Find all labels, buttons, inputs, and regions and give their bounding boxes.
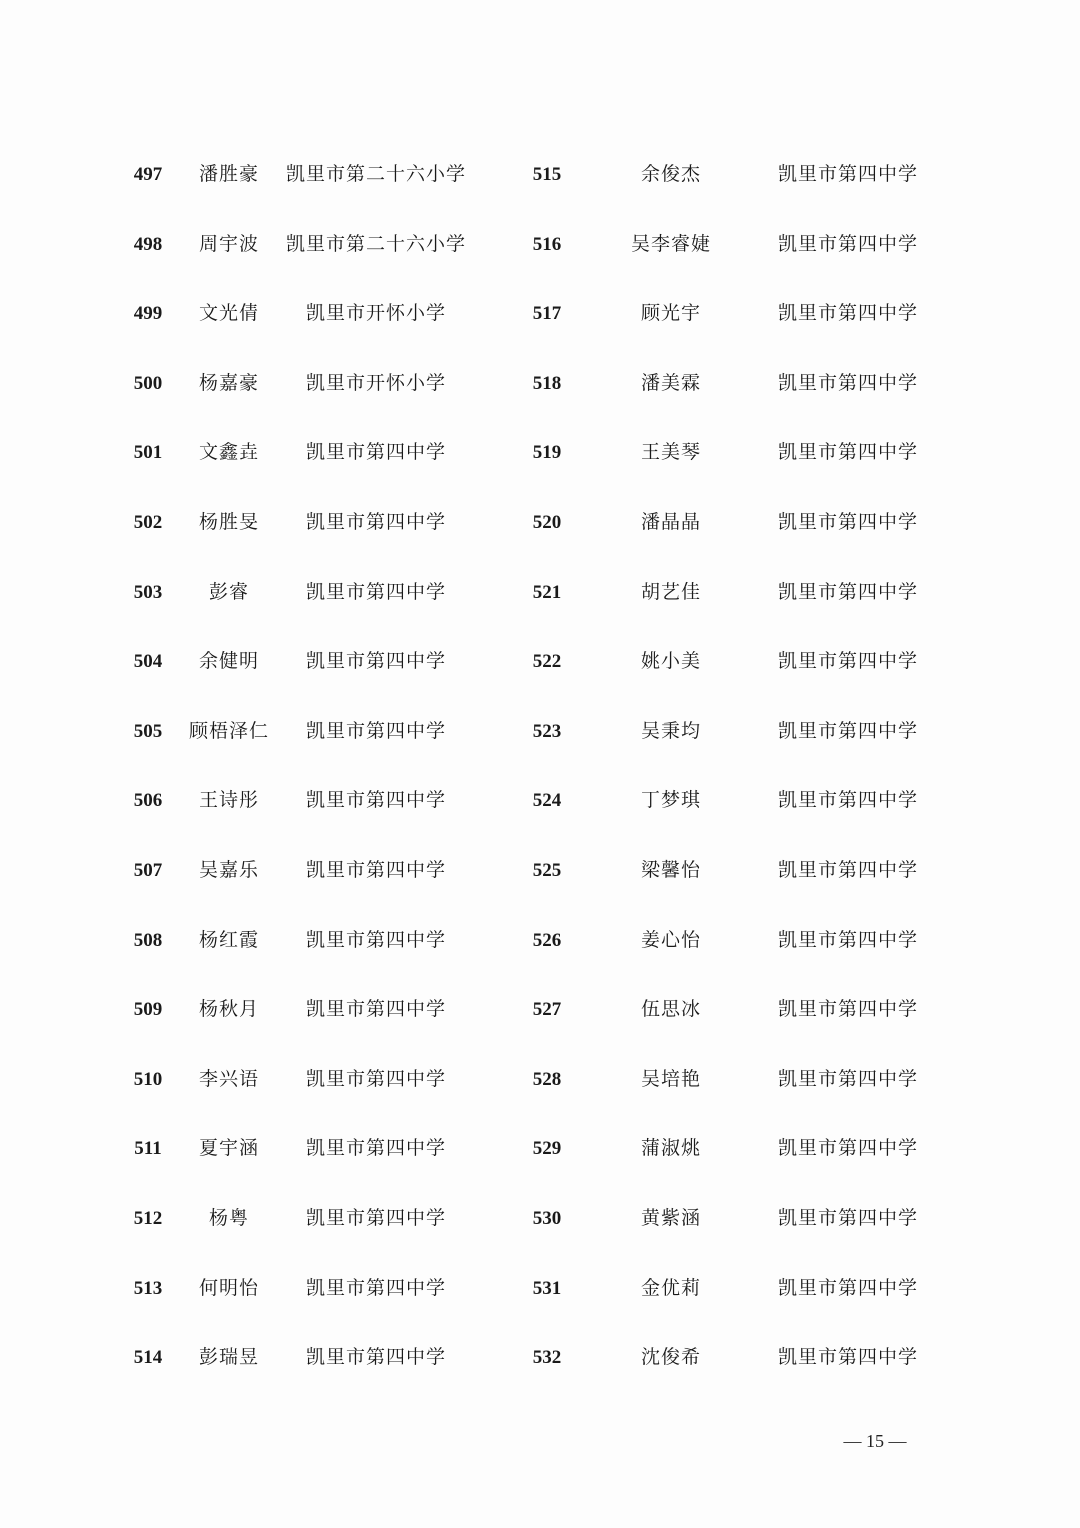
left-entry-school: 凯里市开怀小学: [305, 371, 446, 394]
left-entry-name: 周宇波: [198, 232, 259, 255]
right-entry-name: 余俊杰: [640, 163, 701, 185]
right-entry-school: 凯里市第四中学: [777, 650, 918, 673]
right-entry-name: 潘美霖: [640, 371, 701, 394]
right-entry-number: 517: [532, 303, 562, 325]
left-entry-name: 李兴语: [198, 1067, 259, 1090]
left-entry-number: 507: [133, 859, 163, 881]
right-entry-school: 凯里市第四中学: [777, 371, 918, 394]
left-entry-school: 凯里市第四中学: [305, 858, 446, 881]
table-row: [0, 766, 1080, 836]
page-number: — 15 —: [843, 1431, 907, 1451]
left-entry-school: 凯里市第四中学: [305, 1067, 446, 1090]
table-row: [0, 210, 1080, 280]
left-entry-number: 499: [133, 303, 163, 325]
left-entry-name: 杨胜旻: [198, 510, 259, 533]
left-entry-number: 505: [133, 720, 163, 742]
left-entry-number: 497: [133, 164, 163, 185]
left-entry-number: 501: [133, 442, 163, 464]
left-entry-school: 凯里市第四中学: [305, 719, 446, 742]
right-entry-number: 523: [532, 720, 562, 742]
award-roster-table: [0, 140, 1080, 1393]
right-entry-number: 521: [532, 581, 562, 603]
table-row: [0, 1184, 1080, 1254]
right-entry-name: 沈俊希: [640, 1346, 701, 1369]
right-entry-name: 吴李睿婕: [630, 232, 711, 255]
right-entry-school: 凯里市第四中学: [777, 719, 918, 742]
left-entry-number: 514: [133, 1347, 163, 1369]
right-entry-school: 凯里市第四中学: [777, 580, 918, 603]
right-entry-school: 凯里市第四中学: [777, 998, 918, 1021]
table-row: [0, 1114, 1080, 1184]
left-entry-name: 顾梧泽仁: [188, 719, 269, 742]
right-entry-number: 524: [532, 790, 562, 812]
right-entry-school: 凯里市第四中学: [777, 1346, 918, 1369]
left-entry-number: 509: [133, 999, 163, 1021]
right-entry-number: 515: [532, 164, 562, 185]
right-entry-name: 吴秉均: [640, 719, 701, 742]
left-entry-number: 500: [133, 372, 163, 394]
left-entry-number: 512: [133, 1207, 163, 1229]
right-entry-number: 519: [532, 442, 562, 464]
right-entry-school: 凯里市第四中学: [777, 1206, 918, 1229]
table-row: [0, 279, 1080, 349]
left-entry-number: 506: [133, 790, 163, 812]
right-entry-number: 528: [532, 1068, 562, 1090]
table-row: [0, 975, 1080, 1045]
table-row: [0, 558, 1080, 628]
left-entry-school: 凯里市第四中学: [305, 1206, 446, 1229]
right-entry-name: 蒲淑烑: [640, 1137, 701, 1160]
right-entry-name: 丁梦琪: [640, 789, 701, 812]
table-row: [0, 697, 1080, 767]
left-entry-number: 513: [133, 1277, 163, 1299]
table-row: [0, 836, 1080, 906]
table-row: [0, 488, 1080, 558]
right-entry-name: 潘晶晶: [640, 510, 701, 533]
table-row: [0, 1254, 1080, 1324]
left-entry-school: 凯里市开怀小学: [305, 302, 446, 325]
right-entry-name: 伍思冰: [640, 998, 701, 1021]
left-entry-name: 吴嘉乐: [198, 858, 259, 881]
right-entry-number: 520: [532, 511, 562, 533]
right-entry-name: 金优莉: [640, 1276, 701, 1299]
right-entry-number: 522: [532, 651, 562, 673]
table-row: [0, 906, 1080, 976]
right-entry-name: 姚小美: [640, 650, 701, 673]
left-entry-name: 杨秋月: [198, 998, 259, 1021]
left-entry-name: 何明怡: [198, 1276, 259, 1299]
left-entry-school: 凯里市第四中学: [305, 1137, 446, 1160]
right-entry-school: 凯里市第四中学: [777, 858, 918, 881]
left-entry-school: 凯里市第二十六小学: [285, 163, 466, 185]
left-entry-school: 凯里市第四中学: [305, 441, 446, 464]
right-entry-school: 凯里市第四中学: [777, 163, 918, 185]
left-entry-name: 潘胜豪: [198, 163, 259, 185]
left-entry-school: 凯里市第四中学: [305, 510, 446, 533]
left-entry-school: 凯里市第四中学: [305, 580, 446, 603]
right-entry-number: 518: [532, 372, 562, 394]
right-entry-school: 凯里市第四中学: [777, 789, 918, 812]
table-row: [0, 1045, 1080, 1115]
left-entry-name: 夏宇涵: [198, 1137, 259, 1160]
right-entry-number: 529: [532, 1138, 562, 1160]
right-entry-school: 凯里市第四中学: [777, 1067, 918, 1090]
left-entry-number: 511: [134, 1138, 162, 1160]
right-entry-name: 顾光宇: [640, 302, 701, 325]
right-entry-name: 吴培艳: [640, 1067, 701, 1090]
right-entry-school: 凯里市第四中学: [777, 302, 918, 325]
right-entry-name: 胡艺佳: [640, 580, 701, 603]
right-entry-school: 凯里市第四中学: [777, 928, 918, 951]
left-entry-name: 文光倩: [198, 302, 259, 325]
right-entry-name: 梁馨怡: [640, 858, 701, 881]
right-entry-school: 凯里市第四中学: [777, 1276, 918, 1299]
table-row: [0, 349, 1080, 419]
right-entry-number: 527: [532, 999, 562, 1021]
right-entry-number: 516: [532, 233, 562, 255]
table-row: [0, 418, 1080, 488]
right-entry-school: 凯里市第四中学: [777, 441, 918, 464]
left-entry-number: 508: [133, 929, 163, 951]
table-row: [0, 140, 1080, 210]
left-entry-number: 498: [133, 233, 163, 255]
right-entry-number: 532: [532, 1347, 562, 1369]
left-entry-school: 凯里市第四中学: [305, 1346, 446, 1369]
left-entry-school: 凯里市第二十六小学: [285, 232, 466, 255]
right-entry-number: 525: [532, 859, 562, 881]
right-entry-name: 王美琴: [640, 441, 701, 464]
right-entry-school: 凯里市第四中学: [777, 232, 918, 255]
right-entry-school: 凯里市第四中学: [777, 510, 918, 533]
left-entry-school: 凯里市第四中学: [305, 1276, 446, 1299]
right-entry-number: 526: [532, 929, 562, 951]
left-entry-number: 504: [133, 651, 163, 673]
left-entry-number: 502: [133, 511, 163, 533]
left-entry-name: 文鑫垚: [198, 441, 259, 464]
left-entry-name: 彭瑞昱: [198, 1346, 259, 1369]
table-row: [0, 627, 1080, 697]
left-entry-school: 凯里市第四中学: [305, 789, 446, 812]
left-entry-school: 凯里市第四中学: [305, 928, 446, 951]
left-entry-school: 凯里市第四中学: [305, 998, 446, 1021]
left-entry-name: 余健明: [198, 650, 259, 673]
left-entry-number: 510: [133, 1068, 163, 1090]
left-entry-name: 彭睿: [208, 580, 249, 603]
right-entry-number: 530: [532, 1207, 562, 1229]
table-row: [0, 1323, 1080, 1393]
left-entry-name: 王诗彤: [198, 789, 259, 812]
left-entry-name: 杨粤: [208, 1206, 249, 1229]
left-entry-name: 杨红霞: [198, 928, 259, 951]
right-entry-school: 凯里市第四中学: [777, 1137, 918, 1160]
right-entry-number: 531: [532, 1277, 562, 1299]
right-entry-name: 黄紫涵: [640, 1206, 701, 1229]
left-entry-name: 杨嘉豪: [198, 371, 259, 394]
left-entry-school: 凯里市第四中学: [305, 650, 446, 673]
left-entry-number: 503: [133, 581, 163, 603]
right-entry-name: 姜心怡: [640, 928, 701, 951]
